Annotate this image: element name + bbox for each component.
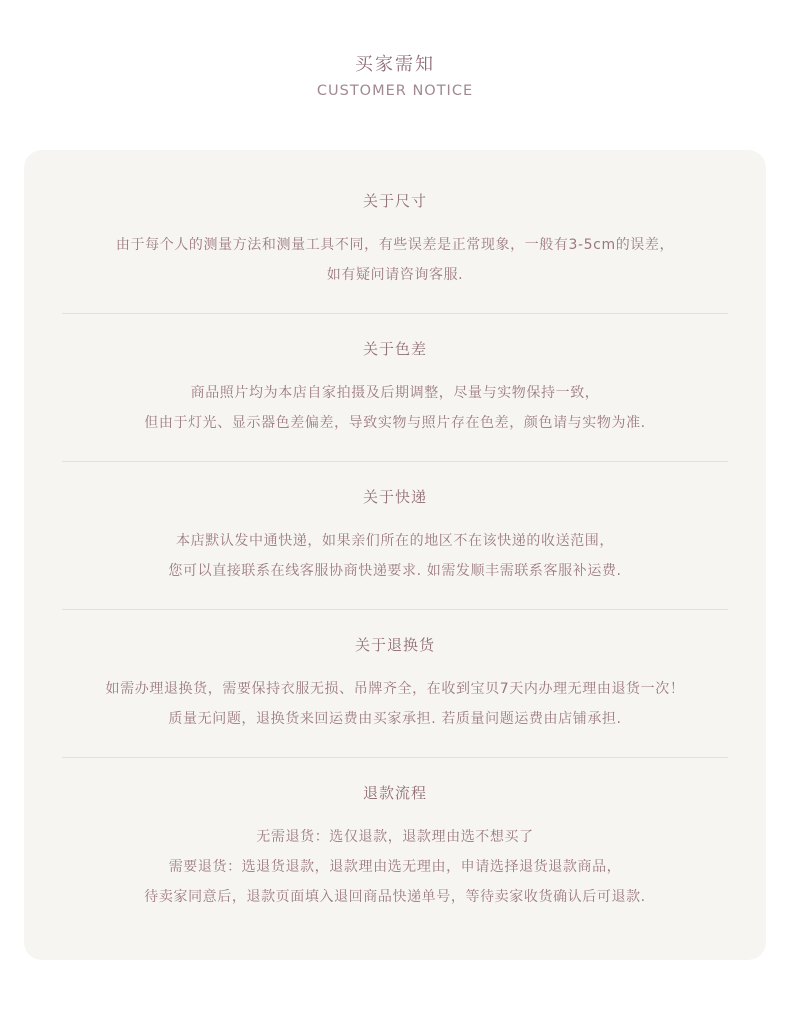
section-line: 质量无问题，退换货来回运费由买家承担. 若质量问题运费由店铺承担.: [168, 711, 622, 727]
section-line: 如有疑问请咨询客服.: [326, 267, 464, 283]
page-subtitle: CUSTOMER NOTICE: [316, 83, 474, 99]
section-line: 本店默认发中通快递，如果亲们所在的地区不在该快递的收送范围，: [176, 533, 614, 549]
section-line: 如需办理退换货，需要保持衣服无损、吊牌齐全，在收到宝贝7天内办理无理由退货一次！: [105, 681, 685, 697]
section-body-refund: [62, 822, 728, 912]
section-line: 待卖家同意后，退款页面填入退回商品快递单号，等待卖家收货确认后可退款.: [144, 889, 646, 905]
section-shipping: [62, 486, 728, 586]
section-line: 商品照片均为本店自家拍摄及后期调整，尽量与实物保持一致，: [190, 385, 600, 401]
section-divider: [62, 609, 728, 610]
section-title-returns: 关于退换货: [354, 636, 435, 654]
section-line: 但由于灯光、显示器色差偏差，导致实物与照片存在色差，颜色请与实物为准.: [144, 415, 646, 431]
section-title-color: 关于色差: [362, 340, 427, 358]
section-divider: [62, 461, 728, 462]
section-body-color: [62, 378, 728, 438]
section-body-size: [62, 230, 728, 290]
section-body-shipping: [62, 526, 728, 586]
section-divider: [62, 757, 728, 758]
section-line: 需要退货：选退货退款，退款理由选无理由，申请选择退货退款商品，: [168, 859, 622, 875]
notice-card: [24, 150, 766, 960]
page-header: [0, 52, 790, 102]
section-line: 由于每个人的测量方法和测量工具不同，有些误差是正常现象，一般有3-5cm的误差，: [115, 237, 675, 253]
page-title: 买家需知: [355, 54, 435, 75]
section-title-size: 关于尺寸: [362, 192, 427, 210]
section-line: 无需退货：选仅退款，退款理由选不想买了: [256, 829, 534, 845]
section-size: [62, 190, 728, 290]
section-title-refund: 退款流程: [362, 784, 427, 802]
section-returns: [62, 634, 728, 734]
section-color: [62, 338, 728, 438]
section-divider: [62, 313, 728, 314]
section-body-returns: [62, 674, 728, 734]
section-refund: [62, 782, 728, 912]
section-title-shipping: 关于快递: [362, 488, 427, 506]
section-line: 您可以直接联系在线客服协商快递要求. 如需发顺丰需联系客服补运费.: [168, 563, 622, 579]
